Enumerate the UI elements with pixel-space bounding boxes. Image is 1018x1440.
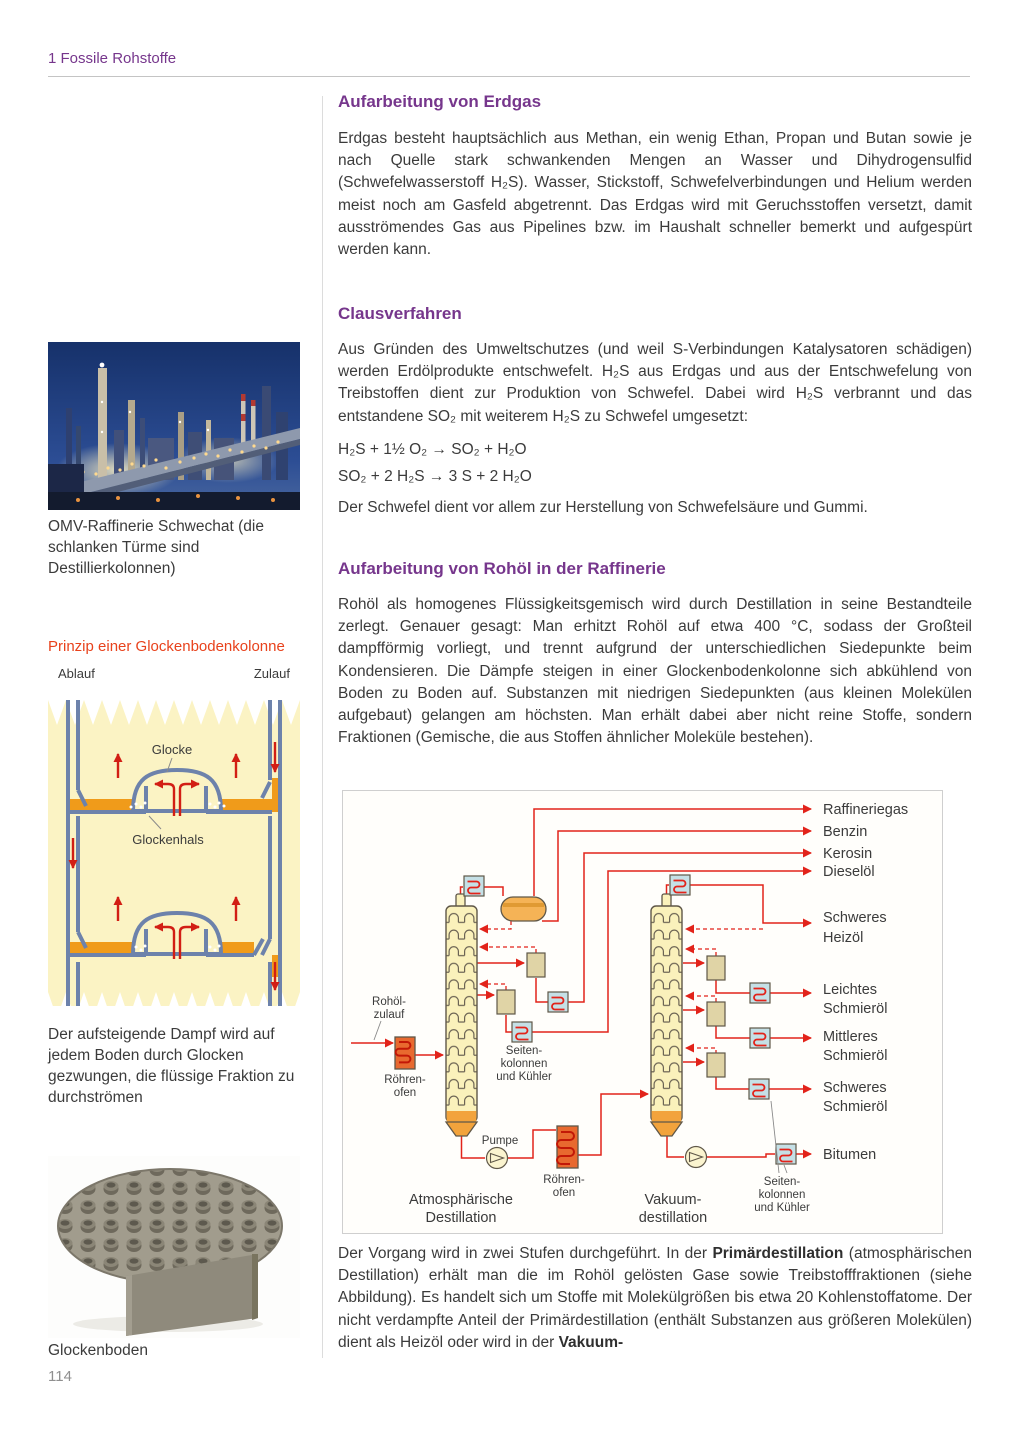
page-number: 114: [48, 1368, 72, 1385]
furnace-vacuum: [557, 1126, 578, 1168]
column-label-atmospheric: Atmosphärische: [409, 1192, 513, 1208]
paragraph-claus: Aus Gründen des Umweltschutzes (und weil S-Verbindungen Katalysatoren schädigen) werden Erdölprodukte entschwefelt. H₂S aus Erdgas und aus der Entschwefelung von Treibstoffen dient zur Produktion von Schwefel. Dabei wird H₂S verbrannt und das entstandene SO₂ mit weiterem H₂S zu Schwefel umgesetzt:: [338, 341, 972, 425]
side-column: [497, 990, 515, 1014]
product-label: Schmieröl: [823, 1001, 888, 1017]
product-label: Bitumen: [823, 1147, 877, 1163]
side-column: [527, 953, 545, 977]
product-label: Raffineriegas: [823, 802, 909, 818]
side-columns-label: Seiten-: [763, 1176, 801, 1188]
distillation-diagram: [342, 790, 943, 1234]
header-rule: [48, 76, 970, 77]
side-cooler: [750, 983, 770, 1003]
closing-bold-2: Vakuum-: [558, 1333, 624, 1351]
side-columns-label: kolonnen: [500, 1058, 548, 1070]
side-cooler: [512, 1022, 532, 1042]
product-label: Mittleres: [823, 1029, 878, 1045]
paragraph-closing: [338, 1243, 972, 1354]
side-cooler: [750, 1028, 770, 1048]
pump-label: Pumpe: [481, 1135, 519, 1147]
heading-claus: Clausverfahren: [338, 304, 462, 323]
column-diagram-caption: Der aufsteigende Dampf wird auf jedem Boden durch Glocken gezwungen, die flüssige Fraktion zu durchströmen: [48, 1026, 295, 1106]
product-label: Schweres: [823, 910, 887, 926]
bubble-cap-column-diagram: [48, 666, 300, 1018]
furnace-label: ofen: [393, 1087, 417, 1099]
ablauf-label: Ablauf: [58, 666, 95, 681]
distillation-diagram-art: [343, 791, 942, 1233]
bitumen-cooler: [776, 1144, 796, 1164]
product-label: Heizöl: [823, 930, 864, 946]
condenser-cooler: [464, 876, 484, 896]
feed-label: Rohöl-: [372, 996, 406, 1008]
closing-bold-1: Primärdestillation: [712, 1245, 844, 1262]
product-label: Leichtes: [823, 982, 878, 998]
column-diagram-title: Prinzip einer Glockenbodenkolonne: [48, 638, 285, 655]
side-column: [707, 1053, 725, 1077]
glockenhals-label: Glockenhals: [132, 832, 204, 847]
product-label: Kerosin: [823, 846, 873, 862]
closing-text-2: (atmosphärischen Destillation) erhält man die im Rohöl gelösten Gase sowie Treibstofffraktionen (siehe Abbildung). Es handelt sich um Stoffe mit Molekülgrößen bis etwa 20 Kohlenstoffatome. Der nicht verdampfte Anteil der Primärdestillation (enthält Substanzen aus größeren Molekülen) dient als Heizöl oder wird in der: [338, 1245, 972, 1351]
tray-photo-caption: Glockenboden: [48, 1342, 148, 1359]
side-columns-label: kolonnen: [758, 1189, 806, 1201]
pump-atmospheric: [487, 1148, 508, 1169]
refinery-photo: [48, 342, 300, 510]
feed-label: zulauf: [373, 1009, 405, 1021]
side-columns-label: und Kühler: [496, 1071, 552, 1083]
furnace-label: Röhren-: [384, 1074, 426, 1086]
paragraph-rohoel: Rohöl als homogenes Flüssigkeitsgemisch wird durch Destillation in seine Bestandteile zerlegt. Genauer gesagt: Man erhitzt Rohöl auf etwa 400 °C, sodass der Großteil dampfförmig vorliegt, und trennt aufgrund der unterschiedlichen Siedepunkte beim Kondensieren. Die Dämpfe steigen in einer Glockenbodenkolonne sich abkühlend von Boden zu Boden auf. Substanzen mit niedrigen Siedepunkten (aus kleinen Molekülen aufgebaut) gelangen am höchsten. Man erhält dabei aber nicht reine Stoffe, sondern Fraktionen (Gemische, die aus Stoffen ähnlicher Moleküle bestehen).: [338, 596, 972, 747]
product-label: Dieselöl: [823, 864, 875, 880]
side-columns-label: Seiten-: [505, 1045, 543, 1057]
paragraph-erdgas: Erdgas besteht hauptsächlich aus Methan, ein wenig Ethan, Propan und Butan sowie je nach Quelle stark schwankenden Mengen an Wasser und Dihydrogensulfid (Schwefelwasserstoff H₂S). Wasser, Stickstoff, Schwefelverbindungen und Helium werden meist noch am Gasfeld abgetrennt. Das Erdgas wird mit Geruchsstoffen versetzt, damit ausströmendes Gas aus Pipelines bzw. im Haushalt schneller bemerkt und aufgespürt werden kann.: [338, 130, 972, 259]
column-label-vacuum: Vakuum-: [644, 1192, 702, 1208]
side-cooler: [749, 1079, 769, 1099]
product-label: Benzin: [823, 824, 868, 840]
column-divider: [322, 96, 323, 1358]
zulauf-label: Zulauf: [253, 666, 290, 681]
refinery-photo-caption: OMV-Raffinerie Schwechat (die schlanken Türme sind Destillierkolonnen): [48, 518, 264, 577]
refinery-photo-art: [48, 342, 300, 510]
product-label: Schmieröl: [823, 1099, 888, 1115]
heading-erdgas: Aufarbeitung von Erdgas: [338, 92, 542, 111]
bubble-cap-column-art: [48, 666, 300, 1018]
vacuum-column: [651, 894, 682, 1136]
product-label: Schweres: [823, 1080, 887, 1096]
condenser-cooler: [670, 875, 690, 895]
furnace-label: ofen: [552, 1187, 576, 1199]
atmospheric-column: [446, 894, 477, 1136]
tray-photo: [48, 1156, 300, 1338]
closing-text-1: Der Vorgang wird in zwei Stufen durchgeführt. In der: [338, 1245, 713, 1262]
column-label-vacuum: destillation: [638, 1210, 708, 1226]
chapter-header: 1 Fossile Rohstoffe: [48, 50, 177, 67]
reflux-drum: [501, 897, 546, 921]
furnace-atmospheric: [395, 1037, 415, 1069]
claus-equations: [338, 436, 972, 490]
product-label: Schmieröl: [823, 1048, 888, 1064]
side-cooler: [548, 992, 568, 1012]
paragraph-schwefel: Der Schwefel dient vor allem zur Herstellung von Schwefelsäure und Gummi.: [338, 499, 868, 516]
equation-2: SO₂ + 2 H₂S → 3 S + 2 H₂O: [338, 468, 532, 485]
heading-rohoel: Aufarbeitung von Rohöl in der Raffinerie: [338, 559, 666, 578]
column-label-atmospheric: Destillation: [425, 1210, 497, 1226]
side-column: [707, 1002, 725, 1026]
side-columns-label: und Kühler: [754, 1202, 810, 1214]
side-column: [707, 956, 725, 980]
tray-photo-art: [48, 1156, 300, 1338]
glocke-label: Glocke: [151, 742, 193, 757]
pump-vacuum: [686, 1147, 707, 1168]
equation-1: H₂S + 1½ O₂ → SO₂ + H₂O: [338, 441, 527, 458]
furnace-label: Röhren-: [543, 1174, 585, 1186]
